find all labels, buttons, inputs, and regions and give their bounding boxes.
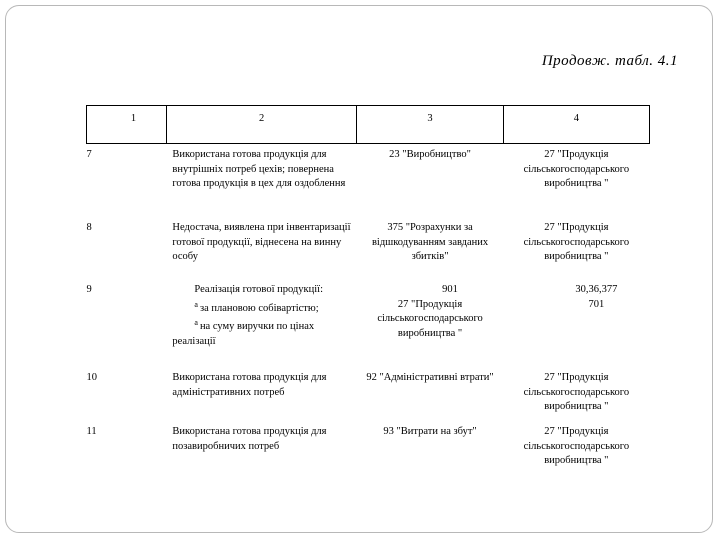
accounting-entries-table	[86, 105, 650, 473]
credit-account: 27 "Продукція сільськогосподарського виробництва "	[523, 222, 630, 262]
credit-line: 30,36,377	[575, 284, 618, 295]
table-row	[87, 144, 650, 218]
debit-line: 27 "Продукція сільськогосподарського виробництва "	[377, 298, 483, 339]
description-line: на суму виручки по цінах	[199, 321, 315, 332]
operation-description	[166, 279, 357, 367]
header-col-1: 1	[87, 106, 167, 144]
debit-line: 901	[442, 284, 458, 295]
operation-description: Використана готова продукція для позавиробничих потреб	[172, 426, 327, 452]
header-col-4: 4	[503, 106, 649, 144]
row-number: 11	[86, 426, 97, 437]
table-header-row	[87, 106, 650, 144]
table-row	[87, 279, 650, 367]
bullet-marker: а	[194, 299, 198, 309]
operation-description: Недостача, виявлена при інвентаризації готової продукції, віднесена на винну особу	[172, 222, 351, 262]
header-col-2: 2	[166, 106, 357, 144]
credit-line: 701	[588, 298, 605, 310]
row-number: 9	[86, 284, 92, 295]
bullet-marker: а	[194, 318, 198, 327]
credit-account: 27 "Продукція сільськогосподарського виробництва "	[523, 426, 630, 466]
row-number: 8	[86, 222, 92, 233]
debit-account: 23 "Виробництво"	[389, 149, 471, 160]
credit-account: 27 "Продукція сільськогосподарського виробництва "	[523, 149, 630, 189]
debit-account: 375 "Розрахунки за відшкодуванням завданих збитків"	[371, 222, 489, 262]
description-line: за плановою собівартістю;	[199, 302, 319, 314]
header-col-3: 3	[357, 106, 503, 144]
operation-description: Використана готова продукція для внутрішніх потреб цехів; повернена готова продукція в цех для оздоблення	[172, 149, 346, 189]
credit-account	[503, 279, 649, 367]
debit-account: 92 "Адміністративні втрати"	[366, 372, 494, 383]
table-row	[87, 367, 650, 421]
table-row	[87, 217, 650, 279]
operation-description: Використана готова продукція для адміністративних потреб	[172, 372, 327, 398]
debit-account: 93 "Витрати на збут"	[383, 426, 477, 437]
row-number: 10	[86, 372, 97, 383]
table-row	[87, 421, 650, 473]
row-number: 7	[86, 149, 92, 160]
table-caption: Продовж. табл. 4.1	[541, 53, 678, 69]
description-line: Реалізація готової продукції:	[194, 284, 323, 295]
credit-account: 27 "Продукція сільськогосподарського виробництва "	[523, 372, 630, 412]
description-line: реалізації	[172, 335, 216, 347]
debit-account	[357, 279, 503, 367]
